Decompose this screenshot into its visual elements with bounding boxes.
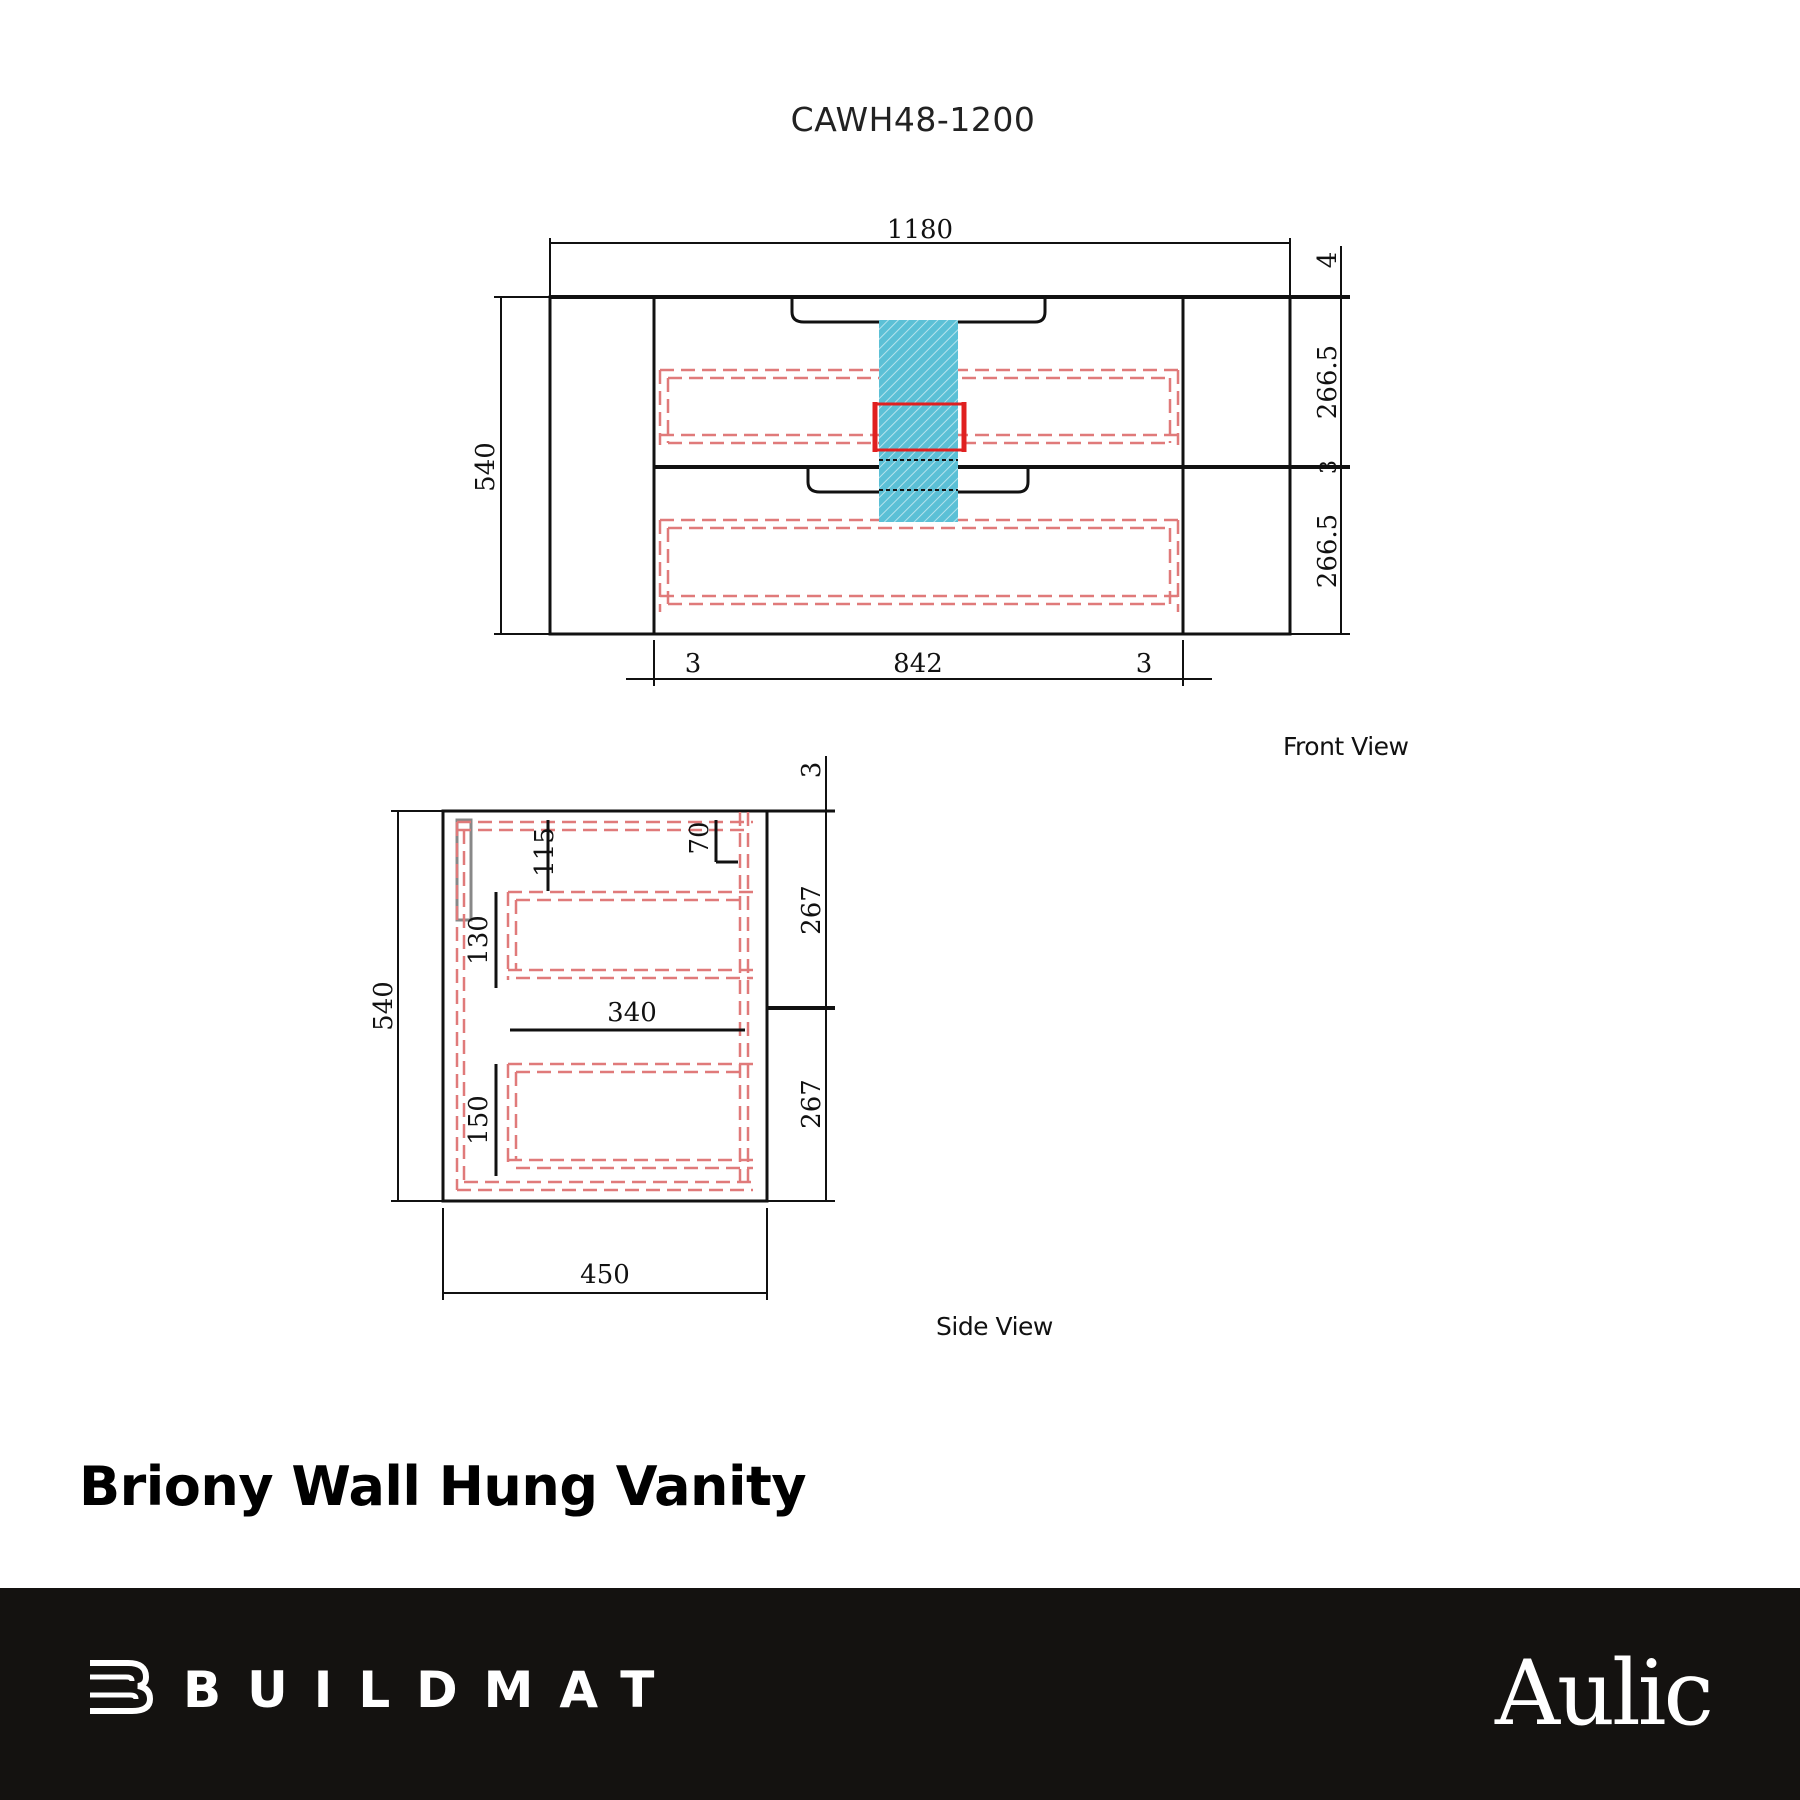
side-dim-inner-depth: 340	[607, 998, 657, 1028]
side-dim-lower-drawer: 267	[797, 1079, 827, 1129]
side-view-label: Side View	[936, 1312, 1053, 1341]
front-dim-drawer-bottom: 266.5	[1313, 513, 1343, 589]
front-dim-overall-width: 1180	[886, 215, 954, 245]
brand-name: Aulic	[1495, 1641, 1711, 1746]
front-view	[471, 215, 1350, 686]
front-top-handle	[792, 298, 1045, 322]
front-dim-top-gap: 4	[1313, 251, 1343, 269]
front-dim-side-gap-right: 3	[1135, 649, 1153, 679]
front-view-label: Front View	[1283, 732, 1409, 761]
side-dim-height: 540	[369, 981, 399, 1031]
side-dim-70: 70	[685, 821, 715, 855]
plumbing-cutout	[875, 320, 964, 522]
front-dim-side-gap-left: 3	[684, 649, 702, 679]
side-dim-top-gap: 3	[797, 761, 827, 779]
side-view	[369, 756, 835, 1300]
front-dim-drawer-top: 266.5	[1313, 344, 1343, 420]
side-hidden-lines	[457, 812, 753, 1190]
front-lower-drawer-hidden	[660, 520, 1178, 612]
model-code: CAWH48-1200	[790, 100, 1036, 139]
front-dim-inner-width: 842	[893, 649, 943, 679]
side-dim-upper-drawer: 267	[797, 885, 827, 935]
footer-bar	[0, 1588, 1800, 1800]
front-dim-drawer-gap: 3	[1317, 460, 1342, 474]
logo-text: BUILDMAT	[183, 1661, 681, 1719]
product-title: Briony Wall Hung Vanity	[79, 1455, 807, 1518]
side-dim-depth: 450	[580, 1260, 630, 1290]
side-dim-130: 130	[464, 915, 494, 965]
front-dim-height: 540	[471, 442, 501, 492]
side-dim-115: 115	[530, 827, 560, 877]
side-dim-150: 150	[464, 1095, 494, 1145]
buildmat-logo-icon	[86, 1655, 156, 1715]
